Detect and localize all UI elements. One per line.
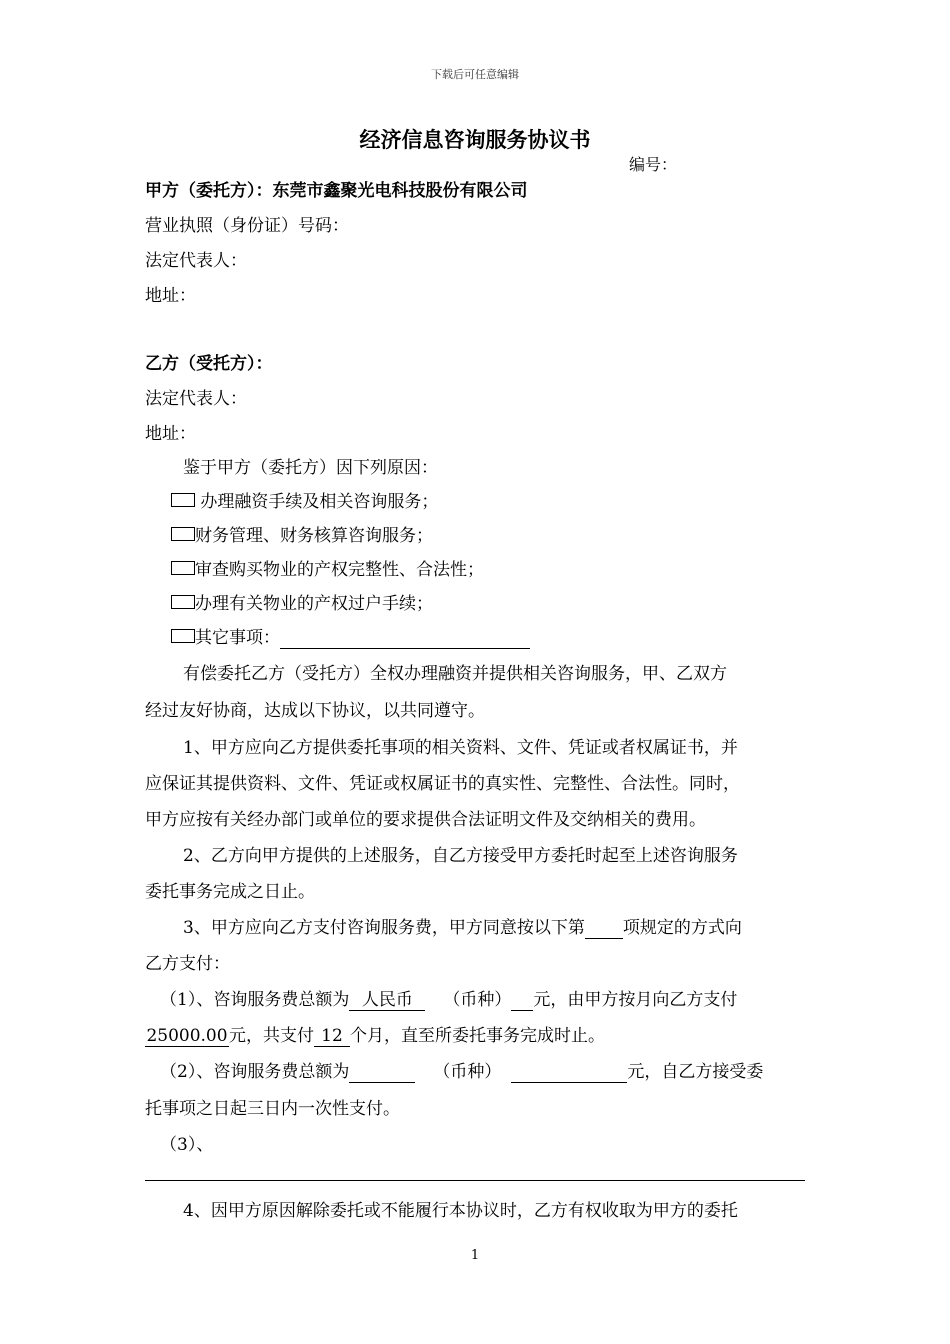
months-field[interactable]: 12 [314,1026,350,1047]
option-row [171,589,433,614]
option-label: 办理有关物业的产权过户手续； [195,594,433,614]
clause-2-line: 2、乙方向甲方提供的上述服务，自乙方接受甲方委托时起至上述咨询服务 [183,846,738,866]
party-a-license: 营业执照（身份证）号码： [145,216,349,236]
fee-text: 元，自乙方接受委 [627,1062,764,1082]
currency-blank[interactable] [349,1062,415,1083]
option-row [171,555,484,580]
clause-2-line: 委托事务完成之日止。 [145,882,315,902]
monthly-amount-field[interactable]: 25000.00 [146,1026,228,1046]
fee-item-1-line-2 [145,1021,605,1047]
option-label: 办理融资手续及相关咨询服务； [195,492,439,512]
fee-text: 个月，直至所委托事务完成时止。 [350,1026,605,1046]
page-number: 1 [470,1248,480,1263]
fill-in-rule[interactable] [145,1180,805,1181]
checkbox[interactable] [171,527,195,541]
fee-text: 元，共支付 [229,1026,314,1046]
party-b-label: 乙方（受托方）： [145,354,273,374]
fee-text: （币种） [433,1062,502,1082]
document-title: 经济信息咨询服务协议书 [359,127,591,152]
option-label: 审查购买物业的产权完整性、合法性； [195,560,484,580]
amount-blank[interactable] [511,990,533,1011]
clause-3-line [183,913,742,939]
option-label: 其它事项： [195,628,280,648]
paragraph-line: 经过友好协商，达成以下协议，以共同遵守。 [145,701,485,721]
clause-1-line: 应保证其提供资料、文件、凭证或权属证书的真实性、完整性、合法性。同时， [145,774,740,794]
option-row [171,521,433,546]
intro-text: 鉴于甲方（委托方）因下列原因： [183,458,438,478]
clause-1-line: 甲方应按有关经办部门或单位的要求提供合法证明文件及交纳相关的费用。 [145,810,706,830]
checkbox[interactable] [171,629,195,643]
fee-text: （2）、咨询服务费总额为 [160,1062,350,1082]
clause-3-text: 3、甲方应向乙方支付咨询服务费，甲方同意按以下第 [183,918,585,938]
checkbox[interactable] [171,493,195,507]
fee-item-2 [160,1057,763,1083]
fee-text: （1）、咨询服务费总额为 [160,990,350,1010]
clause-4-line: 4、因甲方原因解除委托或不能履行本协议时，乙方有权收取为甲方的委托 [183,1201,738,1221]
checkbox[interactable] [171,595,195,609]
option-label: 财务管理、财务核算咨询服务； [195,526,433,546]
option-number-blank[interactable] [585,918,623,939]
other-blank[interactable] [280,628,530,649]
party-a-label: 甲方（委托方）：东莞市鑫聚光电科技股份有限公司 [145,181,528,201]
fee-item-3: （3）、 [160,1135,214,1155]
fee-item-1 [160,985,737,1011]
number-label: 编号： [629,155,678,174]
party-a-rep: 法定代表人： [145,251,247,271]
clause-3-line: 乙方支付： [145,954,230,974]
party-b-rep: 法定代表人： [145,389,247,409]
party-b-address: 地址： [145,424,196,444]
fee-item-2-line-2: 托事项之日起三日内一次性支付。 [145,1099,400,1119]
clause-3-text: 项规定的方式向 [622,918,742,938]
header-note: 下载后可任意编辑 [431,68,519,81]
fee-text: 元，由甲方按月向乙方支付 [533,990,738,1010]
option-row [171,623,530,649]
checkbox[interactable] [171,561,195,575]
paragraph-line: 有偿委托乙方（受托方）全权办理融资并提供相关咨询服务，甲、乙双方 [183,664,727,684]
amount-blank[interactable] [511,1062,627,1083]
currency-field[interactable]: 人民币 [349,985,425,1011]
fee-text: （币种） [443,990,512,1010]
clause-1-line: 1、甲方应向乙方提供委托事项的相关资料、文件、凭证或者权属证书，并 [183,738,738,758]
party-a-address: 地址： [145,286,196,306]
option-row [171,487,438,512]
